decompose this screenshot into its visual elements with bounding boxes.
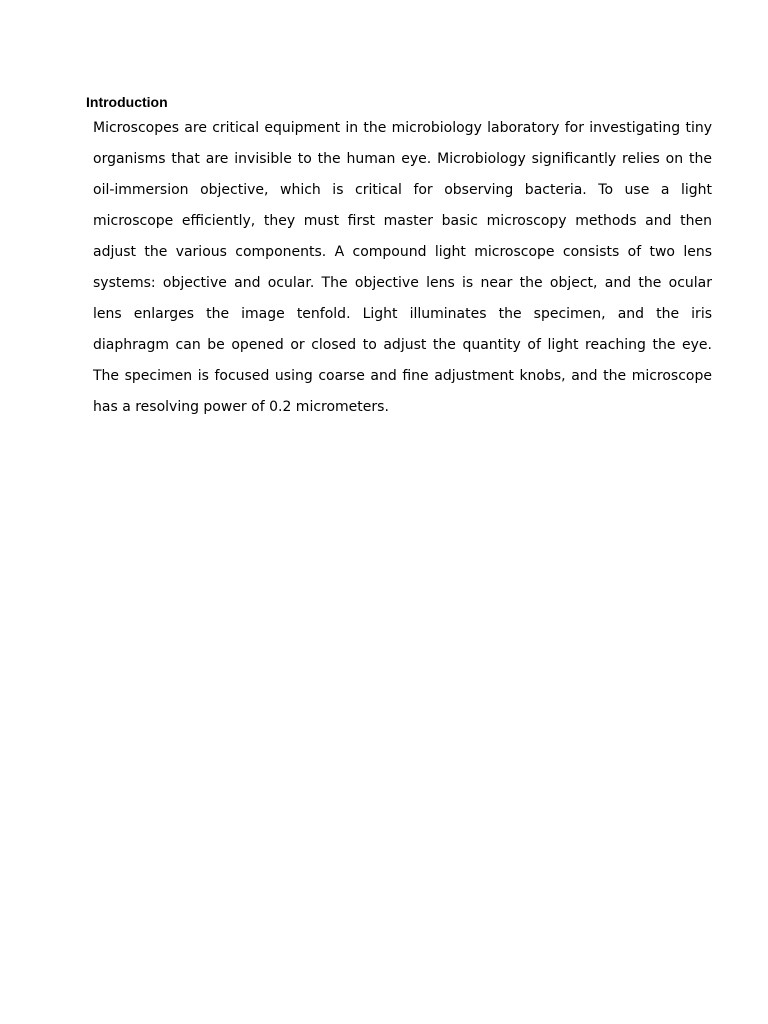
- paragraph-line: systems: objective and ocular. The objective lens is near the object, and the ocular: [93, 275, 712, 291]
- paragraph-line: The specimen is focused using coarse and fine adjustment knobs, and the microscope: [93, 368, 712, 384]
- paragraph-line: organisms that are invisible to the human eye. Microbiology significantly relies on the: [93, 151, 712, 167]
- paragraph-line: Microscopes are critical equipment in the microbiology laboratory for investigating tiny: [93, 120, 712, 136]
- paragraph-line: oil-immersion objective, which is critical for observing bacteria. To use a light: [93, 182, 712, 198]
- paragraph-line: has a resolving power of 0.2 micrometers.: [93, 399, 389, 415]
- paragraph-line: adjust the various components. A compound light microscope consists of two lens: [93, 244, 712, 260]
- paragraph-line: lens enlarges the image tenfold. Light illuminates the specimen, and the iris: [93, 306, 712, 322]
- paragraph-line: diaphragm can be opened or closed to adjust the quantity of light reaching the eye.: [93, 337, 712, 353]
- body-paragraph: [93, 113, 712, 423]
- paragraph-line: microscope efficiently, they must first master basic microscopy methods and then: [93, 213, 712, 229]
- section-heading: Introduction: [86, 94, 168, 110]
